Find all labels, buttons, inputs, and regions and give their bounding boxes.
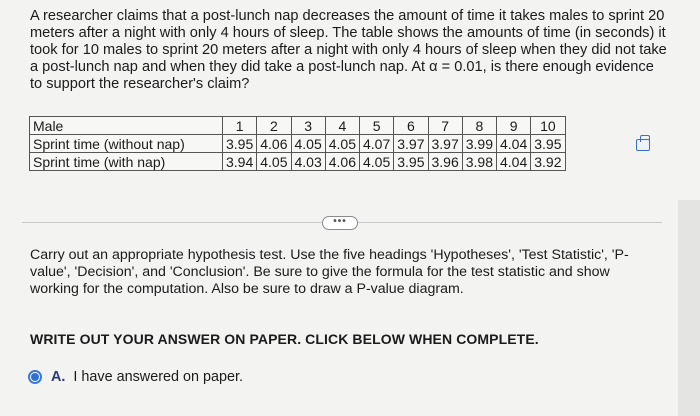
table-row: [30, 153, 566, 171]
column-header: 4: [325, 117, 359, 135]
option-letter: A.: [51, 369, 66, 385]
table-cell: 3.92: [531, 153, 565, 171]
column-header: 6: [394, 117, 428, 135]
problem-statement: A researcher claims that a post-lunch nap decreases the amount of time it takes males to sprint 20 meters after a night with only 4 hours of sleep. The table shows the amounts of time (in seconds) it took for 10 males to sprint 20 meters after a night with only 4 hours of sleep when they did not take a post-lunch nap and when they did take a post-lunch nap. At α = 0.01, is there enough evidence to support the researcher's claim?: [30, 8, 667, 92]
table-cell: 4.05: [360, 153, 394, 171]
column-header: 5: [360, 117, 394, 135]
table-cell: 3.96: [428, 153, 462, 171]
table-cell: 4.03: [291, 153, 325, 171]
table-cell: 4.05: [291, 135, 325, 153]
column-header: 3: [291, 117, 325, 135]
table-cell: 3.94: [223, 153, 257, 171]
table-header-label: Male: [30, 117, 223, 135]
instructions-emphasis: WRITE OUT YOUR ANSWER ON PAPER. CLICK BELOW WHEN COMPLETE.: [30, 331, 539, 347]
table-cell: 4.04: [497, 135, 531, 153]
option-label: I have answered on paper.: [73, 369, 244, 385]
table-cell: 3.97: [394, 135, 428, 153]
table-cell: 3.95: [394, 153, 428, 171]
table-cell: 3.95: [223, 135, 257, 153]
table-cell: 3.99: [462, 135, 496, 153]
radio-button[interactable]: [28, 370, 42, 384]
table-header-row: [30, 117, 566, 135]
table-cell: 4.05: [325, 135, 359, 153]
table-cell: 3.97: [428, 135, 462, 153]
table-cell: 4.04: [497, 153, 531, 171]
table-cell: 4.06: [257, 135, 291, 153]
column-header: 2: [257, 117, 291, 135]
adjacent-screen-edge: [678, 200, 700, 416]
table-cell: 3.95: [531, 135, 565, 153]
column-header: 1: [223, 117, 257, 135]
column-header: 7: [428, 117, 462, 135]
radio-selected-dot: [31, 373, 39, 381]
answer-option-a[interactable]: [28, 369, 243, 385]
copy-data-icon[interactable]: [636, 139, 650, 151]
row-label: Sprint time (with nap): [30, 153, 223, 171]
table-cell: 4.05: [257, 153, 291, 171]
instructions-text: Carry out an appropriate hypothesis test. Use the five headings 'Hypotheses', 'Test Statistic', 'P-value', 'Decision', and 'Conclusion'. Be sure to give the formula for the test statistic and show working for the computation. Also be sure to draw a P-value diagram.: [30, 247, 629, 297]
table-cell: 4.07: [360, 135, 394, 153]
table-cell: 3.98: [462, 153, 496, 171]
table-cell: 4.06: [325, 153, 359, 171]
column-header: 8: [462, 117, 496, 135]
row-label: Sprint time (without nap): [30, 135, 223, 153]
expand-more-button[interactable]: •••: [322, 216, 358, 230]
column-header: 9: [497, 117, 531, 135]
table-row: [30, 135, 566, 153]
column-header: 10: [531, 117, 565, 135]
data-table: [29, 116, 566, 171]
